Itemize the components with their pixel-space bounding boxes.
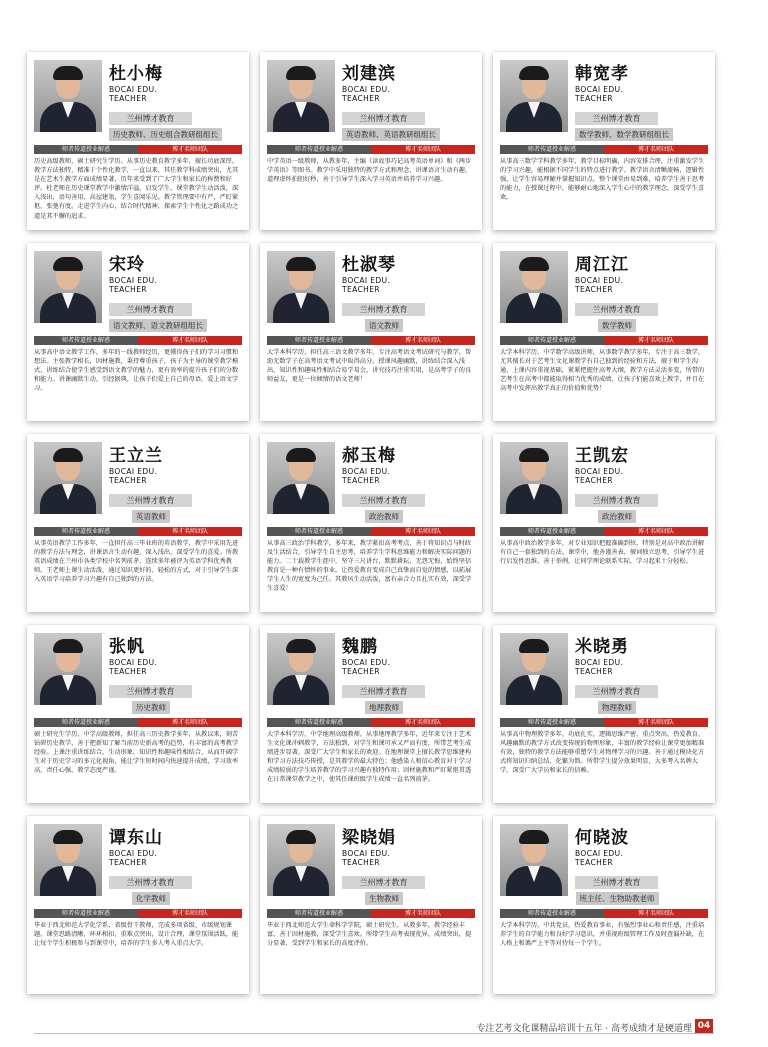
teacher-photo bbox=[500, 824, 568, 896]
teacher-card bbox=[493, 434, 715, 612]
teacher-description: 中学英语一级教师，从教多年，主编《读故事巧记高考英语单词》和《两步学英语》等图书。教学中采用独特的教学方式和理念，讲课语言生动有趣，道理虚怀拍胆好秒，善于引导学生深入学习英语并培养学习兴趣。 bbox=[267, 158, 472, 184]
motto-right: 博才名师团队 bbox=[604, 718, 708, 727]
brand-line-2: TEACHER bbox=[109, 858, 147, 867]
brand-label bbox=[575, 849, 623, 867]
teacher-card bbox=[27, 816, 249, 994]
school-badge: 兰州博才教育 bbox=[109, 494, 192, 507]
brand-line-1: BOCAI EDU. bbox=[342, 658, 391, 667]
school-badge: 兰州博才教育 bbox=[342, 303, 425, 316]
brand-label bbox=[109, 658, 157, 676]
teacher-card bbox=[260, 434, 482, 612]
brand-label bbox=[575, 85, 623, 103]
role-badge: 英语教师 bbox=[132, 510, 170, 523]
brand-label bbox=[109, 276, 157, 294]
teacher-description: 大学本科学历，中学地理高级教师。从事地理教学多年，近年来专注于艺术生文化课冲刺教学，方法独到，对学生和课可承又严而有度，所带艺考生成绩进步显著，深受广大学生和家长的欢迎。在地理课堂上擅长教学思维建构和学习方法技巧传授，是其教学的最大特色；他感染人和信心教育对于学习成绩较弱的学生培养教学的学习兴趣有独特作用；因材施教和严盯紧抠贯透在日常课堂教学之中，使其任课班级学生成绩一直名列前茅。 bbox=[267, 731, 472, 784]
teacher-card bbox=[493, 52, 715, 230]
teacher-photo bbox=[34, 633, 102, 705]
teacher-photo bbox=[34, 251, 102, 323]
brand-line-1: BOCAI EDU. bbox=[109, 849, 158, 858]
motto-right: 博才名师团队 bbox=[371, 909, 475, 918]
role-badge: 地理教师 bbox=[365, 701, 403, 714]
photo-hair-shape bbox=[286, 257, 316, 271]
motto-left: 师者传道授业解惑 bbox=[267, 718, 371, 727]
school-badge: 兰州博才教育 bbox=[342, 494, 425, 507]
teacher-card bbox=[260, 243, 482, 421]
photo-hair-shape bbox=[286, 66, 316, 80]
brand-line-2: TEACHER bbox=[575, 285, 613, 294]
brand-label bbox=[575, 467, 623, 485]
motto-band bbox=[34, 145, 242, 154]
brand-label bbox=[109, 467, 157, 485]
role-badge: 物理教师 bbox=[598, 701, 636, 714]
motto-band bbox=[34, 909, 242, 918]
photo-hair-shape bbox=[519, 257, 549, 271]
brand-line-2: TEACHER bbox=[109, 667, 147, 676]
role-badge: 历史教师 bbox=[132, 701, 170, 714]
school-badge: 兰州博才教育 bbox=[575, 112, 658, 125]
teacher-name: 王凯宏 bbox=[575, 446, 629, 466]
brand-line-1: BOCAI EDU. bbox=[342, 85, 391, 94]
teacher-photo bbox=[267, 442, 335, 514]
motto-right: 博才名师团队 bbox=[138, 527, 242, 536]
brand-line-2: TEACHER bbox=[342, 285, 380, 294]
school-badge: 兰州博才教育 bbox=[575, 685, 658, 698]
school-badge: 兰州博才教育 bbox=[575, 303, 658, 316]
motto-right: 博才名师团队 bbox=[604, 145, 708, 154]
motto-left: 师者传道授业解惑 bbox=[34, 718, 138, 727]
teacher-card bbox=[260, 52, 482, 230]
photo-hair-shape bbox=[53, 639, 83, 653]
teacher-description: 从事高中政治教学多年，对专业知识把握准确到位，特别是对高中政治讲解有自己一套独到的方法。课堂中，他善谨善表，擅词独立思考，引导学生进行启发性思维，善于举例，让同学理论联系实际，学习起来十分轻松。 bbox=[500, 540, 705, 566]
brand-line-2: TEACHER bbox=[575, 94, 613, 103]
motto-left: 师者传道授业解惑 bbox=[267, 336, 371, 345]
brand-line-2: TEACHER bbox=[575, 476, 613, 485]
motto-right: 博才名师团队 bbox=[371, 145, 475, 154]
brand-line-1: BOCAI EDU. bbox=[575, 85, 624, 94]
motto-left: 师者传道授业解惑 bbox=[267, 909, 371, 918]
motto-left: 师者传道授业解惑 bbox=[500, 527, 604, 536]
teacher-photo bbox=[500, 251, 568, 323]
photo-hair-shape bbox=[53, 257, 83, 271]
teacher-description: 毕业于西北师范大学化学系，省级骨干教师，完成多项省级、市级规划课题。课堂思路清晰，环环相扣，重难点突出，设计合理，课堂氛围活跃，能让每个学生积极参与到课堂中，培养的学生多人考入重点大学。 bbox=[34, 922, 239, 948]
brand-label bbox=[342, 467, 390, 485]
role-badge: 语文教师、语文教研组组长 bbox=[109, 319, 207, 332]
teacher-card bbox=[27, 625, 249, 803]
teacher-photo bbox=[500, 60, 568, 132]
role-badge: 班主任、生物助教老师 bbox=[576, 892, 659, 905]
motto-right: 博才名师团队 bbox=[604, 909, 708, 918]
motto-left: 师者传道授业解惑 bbox=[500, 718, 604, 727]
teacher-photo bbox=[267, 251, 335, 323]
role-badge: 历史教师、历史组合教研组组长 bbox=[109, 128, 222, 141]
brand-line-1: BOCAI EDU. bbox=[342, 467, 391, 476]
teacher-card bbox=[493, 625, 715, 803]
photo-hair-shape bbox=[519, 830, 549, 844]
motto-right: 博才名师团队 bbox=[138, 145, 242, 154]
motto-right: 博才名师团队 bbox=[604, 527, 708, 536]
school-badge: 兰州博才教育 bbox=[109, 876, 192, 889]
brand-line-1: BOCAI EDU. bbox=[109, 658, 158, 667]
teacher-photo bbox=[267, 633, 335, 705]
motto-right: 博才名师团队 bbox=[138, 909, 242, 918]
motto-right: 博才名师团队 bbox=[138, 718, 242, 727]
brand-line-1: BOCAI EDU. bbox=[575, 276, 624, 285]
brand-line-1: BOCAI EDU. bbox=[342, 849, 391, 858]
brand-line-2: TEACHER bbox=[342, 94, 380, 103]
school-badge: 兰州博才教育 bbox=[342, 112, 425, 125]
brand-label bbox=[575, 658, 623, 676]
teacher-card bbox=[27, 243, 249, 421]
motto-left: 师者传道授业解惑 bbox=[500, 145, 604, 154]
teacher-name: 魏鹏 bbox=[342, 637, 378, 657]
teacher-name: 何晓波 bbox=[575, 828, 629, 848]
school-badge: 兰州博才教育 bbox=[575, 876, 658, 889]
teacher-card bbox=[260, 816, 482, 994]
photo-hair-shape bbox=[519, 448, 549, 462]
photo-hair-shape bbox=[519, 639, 549, 653]
brand-line-1: BOCAI EDU. bbox=[109, 467, 158, 476]
brand-line-2: TEACHER bbox=[342, 476, 380, 485]
teacher-name: 杜淑琴 bbox=[342, 255, 396, 275]
teacher-description: 毕业于西北师范大学生命科学学院，硕士研究生，从教多年，教学经验丰富，善于因材施教，深受学生喜欢。所带学生高考表现优异，成绩突出，提分显著，受到学生和家长的高度评价。 bbox=[267, 922, 472, 948]
photo-hair-shape bbox=[53, 66, 83, 80]
brand-label bbox=[342, 276, 390, 294]
motto-left: 师者传道授业解惑 bbox=[267, 145, 371, 154]
teacher-description: 从事高中物理教学多年，功底扎实，逻辑思维严密，重点突出，热爱教育，风趣幽默的教学方式改变传统的物理形象，丰富的教学经验让课堂更加精准有效，独特的教学方法能够重塑学生对物理学习的兴趣。善于通过模块化方式将知识归纳总结，化繁为简。所带学生提分效果明显，大多考入名牌大学，深受广大学员和家长的信赖。 bbox=[500, 731, 705, 775]
motto-band bbox=[500, 145, 708, 154]
teacher-name: 刘建滨 bbox=[342, 64, 396, 84]
teacher-name: 周江江 bbox=[575, 255, 629, 275]
brand-label bbox=[342, 849, 390, 867]
page-number: 04 bbox=[695, 1019, 713, 1033]
motto-right: 博才名师团队 bbox=[371, 527, 475, 536]
school-badge: 兰州博才教育 bbox=[109, 112, 192, 125]
role-badge: 政治教师 bbox=[598, 510, 636, 523]
motto-left: 师者传道授业解惑 bbox=[34, 909, 138, 918]
motto-band bbox=[500, 527, 708, 536]
motto-band bbox=[267, 145, 475, 154]
footer-slogan: 专注艺考文化课精品培训十五年 · 高考成绩才是硬道理 bbox=[476, 1024, 692, 1034]
motto-band bbox=[267, 718, 475, 727]
role-badge: 生物教师 bbox=[365, 892, 403, 905]
brand-line-2: TEACHER bbox=[109, 285, 147, 294]
teacher-photo bbox=[500, 442, 568, 514]
brand-line-2: TEACHER bbox=[342, 667, 380, 676]
brand-line-2: TEACHER bbox=[109, 94, 147, 103]
motto-left: 师者传道授业解惑 bbox=[500, 909, 604, 918]
school-badge: 兰州博才教育 bbox=[342, 685, 425, 698]
teacher-card bbox=[27, 434, 249, 612]
teacher-description: 硕士研究生学历，中学高级教师，担任高三历史教学多年，从教以来，刻苦钻研历史教学，善于把新知了解当前历史新高考的趋势，有丰富的高考教学经验。上课注重讲练结合，生动形象，知识性和趣味性相结合，从而开阔学生对于历史学习的多元化视角，能让学生短时间内快速提升成绩，学习效率高，责任心强，教学态度严谨。 bbox=[34, 731, 239, 775]
role-badge: 数学教师 bbox=[598, 319, 636, 332]
photo-hair-shape bbox=[519, 66, 549, 80]
role-badge: 化学教师 bbox=[132, 892, 170, 905]
motto-band bbox=[500, 336, 708, 345]
photo-hair-shape bbox=[286, 639, 316, 653]
motto-left: 师者传道授业解惑 bbox=[34, 336, 138, 345]
brand-line-1: BOCAI EDU. bbox=[109, 276, 158, 285]
teacher-name: 杜小梅 bbox=[109, 64, 163, 84]
teacher-description: 历史高级教师，硕士研究生学历。从事历史教育教学多年，擅长功底深厚，教学方法独特，精准于个性化教学，一直以来，其任教学科成绩突出，尤其是在艺术生教学方面成绩显著，历年来受到了广大学生和家长的称赞和好评。杜老师在历史课堂教学中激情洋溢，启发学生，课堂教学生动活泼，深入浅出，语句善用，高屋建瓴，学生喜闻乐见。教学管理要中有严，严盯紧抠，张弛有度。走进学生内心，结合时代精神，探索学生个性化之路成功之道是其不懈的追求。 bbox=[34, 158, 239, 220]
motto-left: 师者传道授业解惑 bbox=[500, 336, 604, 345]
brand-line-1: BOCAI EDU. bbox=[575, 849, 624, 858]
motto-band bbox=[34, 718, 242, 727]
teacher-card bbox=[493, 243, 715, 421]
teacher-photo bbox=[34, 824, 102, 896]
teacher-card bbox=[260, 625, 482, 803]
brand-line-2: TEACHER bbox=[575, 667, 613, 676]
teacher-description: 大学本科学历，担任高三语文教学多年，专注高考语文考试研究与教学，帮助无数学子在高考语文考试中取得高分。授课风趣幽默，讲练结合深入浅出，知识性和趣味性相结合易学易会，讲究技巧注重实用，是高考学子的良师益友，更是一位倾情的语文老师！ bbox=[267, 349, 472, 384]
motto-right: 博才名师团队 bbox=[138, 336, 242, 345]
teacher-photo bbox=[34, 442, 102, 514]
brand-line-2: TEACHER bbox=[109, 476, 147, 485]
motto-band bbox=[500, 909, 708, 918]
teacher-description: 从事高三数学学科教学多年，教学目标明确，内容安排合理，注重激发学生的学习兴趣，能根据不同学生的特点进行教学。教学语言清晰流畅，逻辑性强，让学生容易理解并掌握知识点。整个课堂由易到难，培养学生善于思考的能力，在授课过程中，能够耐心地深入学生心中的教学理念，深受学生喜欢。 bbox=[500, 158, 705, 202]
motto-band bbox=[34, 336, 242, 345]
teacher-name: 韩宽孝 bbox=[575, 64, 629, 84]
teacher-photo bbox=[267, 60, 335, 132]
teacher-description: 从事英语教学工作多年，一直担任高三毕业班的英语教学，教学中采用先进的教学方法与理念，讲课语言生动有趣，深入浅出，深受学生的喜爱。所教英语成绩在兰州市各类学校中名列前茅，连续多年被评为英语学科优秀教师。王老师上课生动活泼，通过知识更好的、轻松的方式，对于引导学生深入英语学习培养学习兴趣有自己独到的方法。 bbox=[34, 540, 239, 584]
teacher-description: 大学本科学历，中学数学高级讲师，从事数学教学多年，专注于高三数学，尤其擅长对于艺考生文化课教学有自己独到的经验和方法，擅于和学生沟通，上课内容重视基础，紧紧把握住高考大纲，教学方法灵活多变，所带的艺考生在高考中都能取得相当优秀的成绩，让孩子们能喜欢上教学，并且在高考中发挥出教学真正的价值和优势！ bbox=[500, 349, 705, 393]
teacher-name: 王立兰 bbox=[109, 446, 163, 466]
brand-line-1: BOCAI EDU. bbox=[575, 658, 624, 667]
school-badge: 兰州博才教育 bbox=[109, 303, 192, 316]
brand-label bbox=[575, 276, 623, 294]
motto-band bbox=[267, 336, 475, 345]
teacher-description: 大学本科学历，中共党员，热爱教育事业，有强烈事业心和责任感，注重培养学生的自学能力和良好学习意识，并重视班级管理工作及时查漏补缺，在人格上和蔼严上平等对待每一个学生。 bbox=[500, 922, 705, 948]
school-badge: 兰州博才教育 bbox=[342, 876, 425, 889]
brand-label bbox=[342, 658, 390, 676]
motto-band bbox=[500, 718, 708, 727]
teacher-description: 从事高中语文教学工作，多年的一线教师经历，更懂得孩子们的学习习惯和想法。主张教学相长，因材施教，秉持尊重孩子，孩子为主导的课堂教学模式，讲练结合使学生感受到语文教学的魅力，更有效率的提升孩子们的分数和能力。讲课幽默生动，引经据典，让孩子们爱上自己的母语，爱上语文学习。 bbox=[34, 349, 239, 393]
teacher-photo bbox=[267, 824, 335, 896]
teacher-card bbox=[493, 816, 715, 994]
teacher-name: 张帆 bbox=[109, 637, 145, 657]
motto-band bbox=[34, 527, 242, 536]
brand-line-2: TEACHER bbox=[342, 858, 380, 867]
brand-line-1: BOCAI EDU. bbox=[575, 467, 624, 476]
motto-left: 师者传道授业解惑 bbox=[34, 527, 138, 536]
teacher-grid bbox=[27, 52, 715, 994]
photo-hair-shape bbox=[53, 448, 83, 462]
role-badge: 政治教师 bbox=[365, 510, 403, 523]
teacher-description: 从事高三政治学科教学，多年来，教学紧扣高考考点，善于将知识点与时政及生活结合，引导学生自主思考，培养学生学科思维能力和解决实际问题的能力。二十载教学生涯中，坚守三尺讲台，默默耕耘，无怨无悔，始终坚信教育是一种有情怀的事业。让热爱教育变成自己真挚而自觉的情感，以拓展学生人生的宽度为己任。其教风生动活泼，富有亲合力且扎实有效，深受学生喜爱！ bbox=[267, 540, 472, 593]
school-badge: 兰州博才教育 bbox=[575, 494, 658, 507]
teacher-card bbox=[27, 52, 249, 230]
role-badge: 英语教师、英语教研组组长 bbox=[342, 128, 440, 141]
motto-band bbox=[267, 527, 475, 536]
brand-label bbox=[109, 849, 157, 867]
school-badge: 兰州博才教育 bbox=[109, 685, 192, 698]
brand-label bbox=[342, 85, 390, 103]
teacher-name: 郝玉梅 bbox=[342, 446, 396, 466]
role-badge: 语文教师 bbox=[365, 319, 403, 332]
motto-right: 博才名师团队 bbox=[371, 718, 475, 727]
motto-band bbox=[267, 909, 475, 918]
photo-hair-shape bbox=[286, 830, 316, 844]
brand-label bbox=[109, 85, 157, 103]
motto-left: 师者传道授业解惑 bbox=[34, 145, 138, 154]
photo-hair-shape bbox=[53, 830, 83, 844]
motto-right: 博才名师团队 bbox=[371, 336, 475, 345]
photo-hair-shape bbox=[286, 448, 316, 462]
teacher-photo bbox=[34, 60, 102, 132]
brand-line-1: BOCAI EDU. bbox=[109, 85, 158, 94]
role-badge: 数学教师、数学教研组组长 bbox=[575, 128, 673, 141]
motto-left: 师者传道授业解惑 bbox=[267, 527, 371, 536]
teacher-name: 梁晓娟 bbox=[342, 828, 396, 848]
motto-right: 博才名师团队 bbox=[604, 336, 708, 345]
teacher-name: 宋玲 bbox=[109, 255, 145, 275]
brand-line-1: BOCAI EDU. bbox=[342, 276, 391, 285]
teacher-photo bbox=[500, 633, 568, 705]
teacher-name: 米晓勇 bbox=[575, 637, 629, 657]
brand-line-2: TEACHER bbox=[575, 858, 613, 867]
teacher-name: 谭东山 bbox=[109, 828, 163, 848]
